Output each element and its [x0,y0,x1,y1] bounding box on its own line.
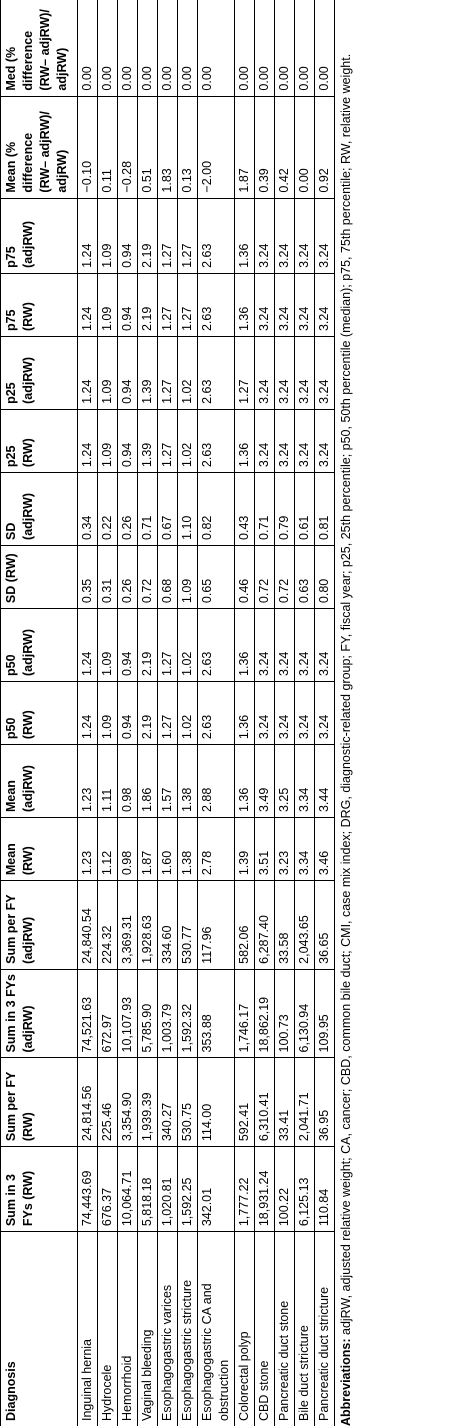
value-cell: 36.65 [315,881,335,970]
value-cell: 0.00 [198,0,235,96]
footnote-label: Abbreviations: [339,1338,353,1426]
value-cell: 3.24 [275,273,295,336]
value-cell: 1.02 [178,681,198,744]
value-cell: 0.00 [158,0,178,96]
value-cell: 2.63 [198,409,235,472]
value-cell: 1,003.79 [158,969,178,1058]
value-cell: 5,785.90 [138,969,158,1058]
value-cell: 0.98 [118,818,138,881]
value-cell: −0.10 [78,96,98,198]
value-cell: 1,020.81 [158,1147,178,1232]
value-cell: 3.24 [295,681,315,744]
value-cell: 0.94 [118,409,138,472]
footnote-text: adjRW, adjusted relative weight; CA, cancer; CBD, common bile duct; CMI, case mix index; DRG, diagnostic-related group; FY, fiscal year; p25, 25th percentile; p50, 50th percentile (median); p75, 75th percentile; RW, relative weight. [339,53,353,1339]
column-header: p50 (adjRW) [1,609,78,682]
value-cell: 0.51 [138,96,158,198]
value-cell: 1.10 [178,473,198,546]
value-cell: 0.46 [235,545,255,608]
value-cell: 1.27 [235,337,255,410]
diagnosis-cell: Hydrocele [98,1232,118,1426]
value-cell: 3.24 [255,409,275,472]
value-cell: 2.19 [138,273,158,336]
value-cell: 1.02 [178,337,198,410]
value-cell: 1.09 [98,198,118,273]
value-cell: 18,862.19 [255,969,275,1058]
value-cell: 0.42 [275,96,295,198]
value-cell: 1.36 [235,609,255,682]
value-cell: 224.32 [98,881,118,970]
value-cell: 0.26 [118,545,138,608]
value-cell: −0.28 [118,96,138,198]
value-cell: 342.01 [198,1147,235,1232]
value-cell: 1.24 [78,198,98,273]
value-cell: 0.94 [118,681,138,744]
column-header: Sum in 3 FYs (RW) [1,1147,78,1232]
value-cell: 0.11 [98,96,118,198]
value-cell: 3.34 [295,818,315,881]
value-cell: 0.26 [118,473,138,546]
value-cell: 0.65 [198,545,235,608]
value-cell: 0.35 [78,545,98,608]
value-cell: 3.24 [315,273,335,336]
value-cell: 3.24 [255,273,275,336]
value-cell: 3.24 [255,609,275,682]
value-cell: 1.39 [138,337,158,410]
value-cell: 3.24 [295,273,315,336]
value-cell: 592.41 [235,1058,255,1147]
value-cell: 0.34 [78,473,98,546]
value-cell: 0.71 [138,473,158,546]
value-cell: 3.25 [275,745,295,818]
value-cell: 1.27 [158,198,178,273]
value-cell: 3.24 [295,409,315,472]
diagnosis-cell: Esophagogastric varices [158,1232,178,1426]
value-cell: 1.09 [98,681,118,744]
value-cell: 1.27 [158,681,178,744]
table-row [315,0,335,1426]
value-cell: 114.00 [198,1058,235,1147]
diagnosis-cell: Inguinal hernia [78,1232,98,1426]
table-row [295,0,315,1426]
table-row [235,0,255,1426]
value-cell: 0.00 [78,0,98,96]
value-cell: 3.24 [275,409,295,472]
value-cell: 1.02 [178,409,198,472]
value-cell: 1.36 [235,681,255,744]
value-cell: 0.61 [295,473,315,546]
diagnosis-cell: Esophagogastric stricture [178,1232,198,1426]
table-row [98,0,118,1426]
value-cell: 0.00 [295,96,315,198]
value-cell: 3.24 [315,409,335,472]
diagnosis-cell: Hemorrhoid [118,1232,138,1426]
value-cell: 2.63 [198,681,235,744]
value-cell: 3.24 [275,198,295,273]
value-cell: 3,354.90 [118,1058,138,1147]
value-cell: 3.46 [315,818,335,881]
value-cell: 1,928.63 [138,881,158,970]
value-cell: 2.19 [138,198,158,273]
value-cell: 530.75 [178,1058,198,1147]
value-cell: 1.36 [235,198,255,273]
value-cell: 1.09 [98,609,118,682]
value-cell: 100.22 [275,1147,295,1232]
value-cell: 3.24 [295,337,315,410]
column-header: p25 (RW) [1,409,78,472]
value-cell: 1.09 [98,409,118,472]
value-cell: 0.00 [178,0,198,96]
value-cell: 0.39 [255,96,275,198]
value-cell: 2.63 [198,609,235,682]
value-cell: 1,746.17 [235,969,255,1058]
column-header: Med (% difference (RW– adjRW)/ adjRW) [1,0,78,96]
value-cell: 1.38 [178,818,198,881]
value-cell: 3.24 [295,609,315,682]
value-cell: 24,814.56 [78,1058,98,1147]
value-cell: 0.00 [315,0,335,96]
value-cell: 0.72 [275,545,295,608]
value-cell: 74,443.69 [78,1147,98,1232]
value-cell: 3.24 [315,681,335,744]
value-cell: 3.24 [275,681,295,744]
value-cell: 0.80 [315,545,335,608]
value-cell: 6,310.41 [255,1058,275,1147]
value-cell: 1.24 [78,609,98,682]
value-cell: 0.00 [98,0,118,96]
value-cell: 1.27 [178,273,198,336]
value-cell: 0.94 [118,198,138,273]
value-cell: 0.00 [235,0,255,96]
value-cell: 1.02 [178,609,198,682]
column-header: p75 (RW) [1,273,78,336]
value-cell: 1.87 [235,96,255,198]
value-cell: 2.19 [138,681,158,744]
value-cell: 0.67 [158,473,178,546]
value-cell: 1.86 [138,745,158,818]
diagnosis-cell: Colorectal polyp [235,1232,255,1426]
value-cell: 353.88 [198,969,235,1058]
value-cell: 334.60 [158,881,178,970]
value-cell: 3.24 [295,198,315,273]
table-body [78,0,335,1426]
table-row [275,0,295,1426]
value-cell: 582.06 [235,881,255,970]
value-cell: 2.19 [138,609,158,682]
value-cell: 0.43 [235,473,255,546]
table-row [118,0,138,1426]
value-cell: −2.00 [198,96,235,198]
value-cell: 3.24 [275,609,295,682]
value-cell: 0.92 [315,96,335,198]
value-cell: 1.27 [158,609,178,682]
value-cell: 1,592.25 [178,1147,198,1232]
value-cell: 0.94 [118,609,138,682]
value-cell: 1.27 [158,273,178,336]
value-cell: 3.44 [315,745,335,818]
value-cell: 3.24 [255,198,275,273]
value-cell: 1.09 [98,337,118,410]
column-header: Sum in 3 FYs (adjRW) [1,969,78,1058]
value-cell: 0.13 [178,96,198,198]
value-cell: 10,107.93 [118,969,138,1058]
value-cell: 0.79 [275,473,295,546]
diagnosis-cell: Bile duct stricture [295,1232,315,1426]
value-cell: 3.24 [255,337,275,410]
value-cell: 6,287.40 [255,881,275,970]
value-cell: 2.63 [198,198,235,273]
value-cell: 33.41 [275,1058,295,1147]
value-cell: 0.63 [295,545,315,608]
value-cell: 1.24 [78,273,98,336]
value-cell: 3.23 [275,818,295,881]
table-row [138,0,158,1426]
value-cell: 1.36 [235,745,255,818]
value-cell: 117.96 [198,881,235,970]
value-cell: 3.24 [315,198,335,273]
value-cell: 2.63 [198,273,235,336]
value-cell: 3.24 [315,337,335,410]
value-cell: 3.34 [295,745,315,818]
table-header-row [1,0,78,1426]
value-cell: 0.82 [198,473,235,546]
value-cell: 0.98 [118,745,138,818]
diagnosis-cell: Pancreatic duct stone [275,1232,295,1426]
value-cell: 5,818.18 [138,1147,158,1232]
value-cell: 24,840.54 [78,881,98,970]
value-cell: 0.00 [255,0,275,96]
value-cell: 0.00 [138,0,158,96]
value-cell: 0.94 [118,273,138,336]
value-cell: 530.77 [178,881,198,970]
column-header: Mean (RW) [1,818,78,881]
value-cell: 1.38 [178,745,198,818]
value-cell: 1.60 [158,818,178,881]
value-cell: 3.51 [255,818,275,881]
value-cell: 0.72 [255,545,275,608]
column-header: Mean (adjRW) [1,745,78,818]
value-cell: 1,592.32 [178,969,198,1058]
value-cell: 340.27 [158,1058,178,1147]
value-cell: 6,125.13 [295,1147,315,1232]
value-cell: 0.94 [118,337,138,410]
table-row [78,0,98,1426]
value-cell: 676.37 [98,1147,118,1232]
value-cell: 2.88 [198,745,235,818]
value-cell: 2,043.65 [295,881,315,970]
value-cell: 1.57 [158,745,178,818]
value-cell: 1.24 [78,337,98,410]
value-cell: 109.95 [315,969,335,1058]
value-cell: 3.49 [255,745,275,818]
column-header: Sum per FY (RW) [1,1058,78,1147]
column-header: p75 (adjRW) [1,198,78,273]
value-cell: 1.23 [78,745,98,818]
value-cell: 18,931.24 [255,1147,275,1232]
value-cell: 0.22 [98,473,118,546]
column-header: Diagnosis [1,1232,78,1426]
value-cell: 0.31 [98,545,118,608]
value-cell: 0.00 [275,0,295,96]
value-cell: 1.09 [98,273,118,336]
value-cell: 0.00 [295,0,315,96]
value-cell: 100.73 [275,969,295,1058]
table-row [178,0,198,1426]
value-cell: 2.78 [198,818,235,881]
column-header: Sum per FY (adjRW) [1,881,78,970]
value-cell: 1.87 [138,818,158,881]
diagnosis-cell: Pancreatic duct stricture [315,1232,335,1426]
footnote [338,0,355,1426]
value-cell: 36.95 [315,1058,335,1147]
value-cell: 1.39 [235,818,255,881]
value-cell: 0.72 [138,545,158,608]
value-cell: 1,939.39 [138,1058,158,1147]
value-cell: 74,521.63 [78,969,98,1058]
diagnosis-cell: CBD stone [255,1232,275,1426]
value-cell: 1.27 [158,409,178,472]
value-cell: 1.27 [158,337,178,410]
value-cell: 1.83 [158,96,178,198]
value-cell: 33.58 [275,881,295,970]
column-header: SD (RW) [1,545,78,608]
column-header: p50 (RW) [1,681,78,744]
value-cell: 3,369.31 [118,881,138,970]
value-cell: 0.71 [255,473,275,546]
table-row [198,0,235,1426]
value-cell: 0.68 [158,545,178,608]
value-cell: 1.36 [235,273,255,336]
value-cell: 1,777.22 [235,1147,255,1232]
value-cell: 1.39 [138,409,158,472]
value-cell: 3.24 [255,681,275,744]
value-cell: 0.00 [118,0,138,96]
value-cell: 1.23 [78,818,98,881]
value-cell: 1.12 [98,818,118,881]
value-cell: 1.36 [235,409,255,472]
diagnosis-cell: Esophagogastric CA and obstruction [198,1232,235,1426]
value-cell: 2.63 [198,337,235,410]
value-cell: 3.24 [315,609,335,682]
column-header: Mean (% difference (RW– adjRW)/ adjRW) [1,96,78,198]
value-cell: 2,041.71 [295,1058,315,1147]
diagnosis-cell: Vaginal bleeding [138,1232,158,1426]
column-header: SD (adjRW) [1,473,78,546]
value-cell: 1.27 [178,198,198,273]
value-cell: 0.81 [315,473,335,546]
value-cell: 6,130.94 [295,969,315,1058]
value-cell: 10,064.71 [118,1147,138,1232]
value-cell: 1.24 [78,681,98,744]
value-cell: 672.97 [98,969,118,1058]
value-cell: 110.84 [315,1147,335,1232]
table-row [158,0,178,1426]
value-cell: 1.09 [178,545,198,608]
column-header: p25 (adjRW) [1,337,78,410]
value-cell: 225.46 [98,1058,118,1147]
value-cell: 1.24 [78,409,98,472]
value-cell: 3.24 [275,337,295,410]
table-row [255,0,275,1426]
value-cell: 1.11 [98,745,118,818]
